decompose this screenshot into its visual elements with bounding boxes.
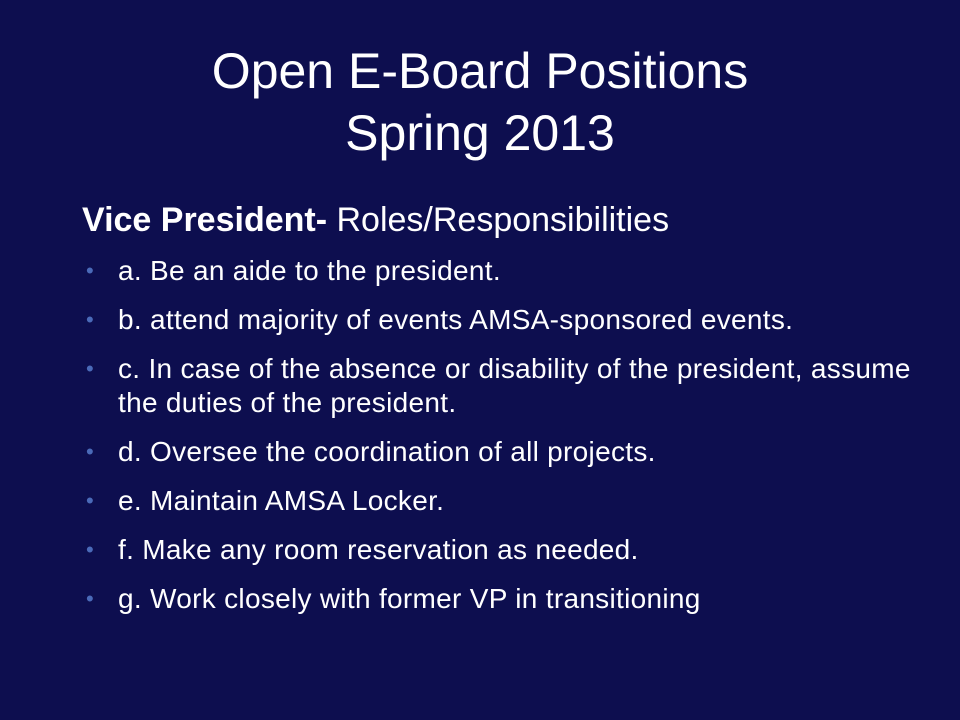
title-line-1: Open E-Board Positions [211,43,749,99]
list-item-text: g. Work closely with former VP in transitioning [118,583,701,614]
list-item-text: a. Be an aide to the president. [118,255,501,286]
bullet-icon: • [86,586,95,611]
list-item [82,582,912,616]
list-item-text: f. Make any room reservation as needed. [118,534,639,565]
list-item-text: b. attend majority of events AMSA-sponsored events. [118,304,794,335]
list-item [82,303,912,337]
list-item [82,254,912,288]
heading-role: Vice President- [82,201,328,239]
list-item-text: d. Oversee the coordination of all projects. [118,436,656,467]
list-item-text: c. In case of the absence or disability of the president, assume the duties of the president. [118,353,911,418]
title-line-2: Spring 2013 [345,105,615,161]
heading-subtitle: Roles/Responsibilities [327,201,670,239]
bullet-icon: • [86,488,95,513]
list-item [82,352,912,420]
list-item [82,435,912,469]
bullet-icon: • [86,258,95,283]
list-item [82,484,912,518]
responsibilities-list [82,254,912,631]
list-item [82,533,912,567]
bullet-icon: • [86,537,95,562]
section-heading [82,198,669,242]
bullet-icon: • [86,439,95,464]
bullet-icon: • [86,356,95,381]
slide-title [0,40,960,164]
list-item-text: e. Maintain AMSA Locker. [118,485,445,516]
bullet-icon: • [86,307,95,332]
